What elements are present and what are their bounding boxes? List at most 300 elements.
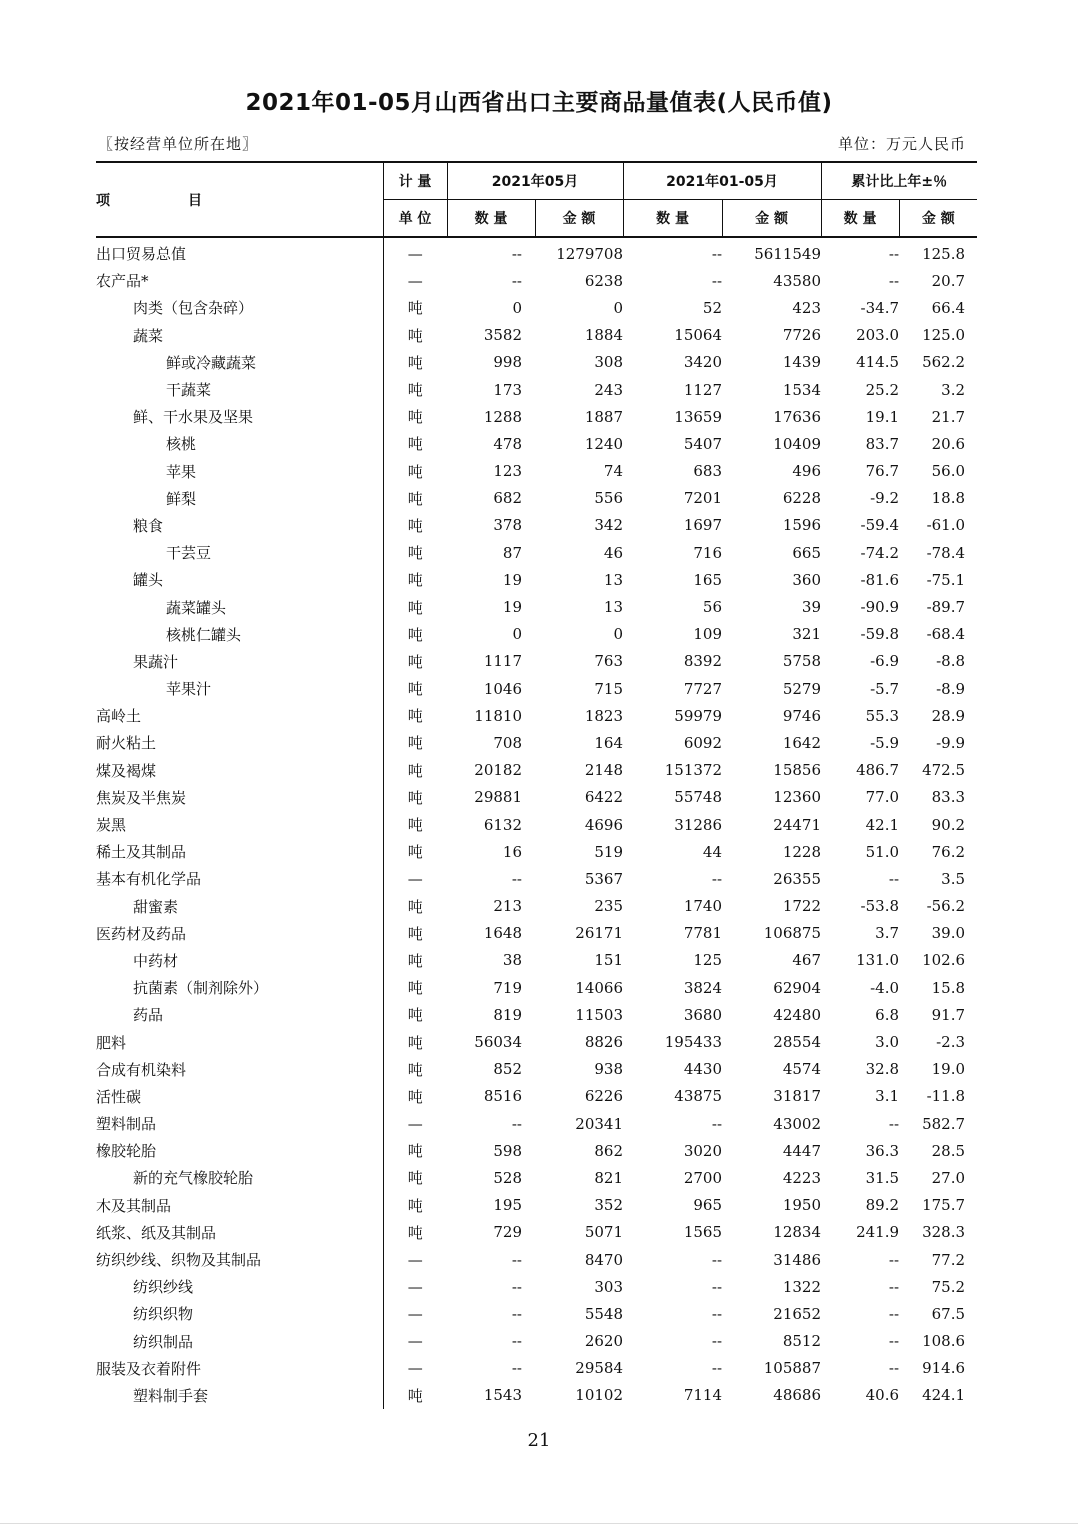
commodity-name: 鲜梨 xyxy=(166,489,197,508)
cum-amt-change-cell: -11.8 xyxy=(926,1087,966,1106)
table-row xyxy=(96,811,977,838)
cum-qty-change-cell: 3.0 xyxy=(875,1033,900,1052)
may-qty-cell: 0 xyxy=(512,298,522,317)
jan-may-amt-cell: 26355 xyxy=(773,869,822,888)
jan-may-amt-cell: 21652 xyxy=(773,1304,822,1323)
jan-may-qty-cell: -- xyxy=(711,869,723,888)
cum-amt-change-cell: 28.5 xyxy=(931,1141,966,1160)
may-qty-cell: 29881 xyxy=(474,788,522,807)
may-qty-cell: 56034 xyxy=(474,1033,522,1052)
cum-amt-change-cell: 328.3 xyxy=(922,1223,966,1242)
commodity-name: 肥料 xyxy=(96,1033,127,1052)
may-qty-cell: 195 xyxy=(493,1196,522,1215)
may-qty-cell: 719 xyxy=(493,978,522,997)
jan-may-amt-cell: 467 xyxy=(792,951,822,970)
jan-may-amt-cell: 1950 xyxy=(782,1196,822,1215)
commodity-name: 蔬菜罐头 xyxy=(166,598,227,617)
may-amt-cell: 29584 xyxy=(575,1359,624,1378)
cum-qty-change-cell: -5.7 xyxy=(870,679,900,698)
may-amt-cell: 6226 xyxy=(584,1087,624,1106)
jan-may-amt-cell: 28554 xyxy=(773,1033,822,1052)
cum-qty-change-cell: 414.5 xyxy=(856,353,900,372)
commodity-name: 抗菌素（制剂除外） xyxy=(133,979,269,998)
unit-cell: 吨 xyxy=(383,920,447,947)
jan-may-qty-cell: 31286 xyxy=(674,815,723,834)
commodity-name: 核桃仁罐头 xyxy=(166,625,242,644)
may-qty-cell: 819 xyxy=(493,1005,522,1024)
jan-may-qty-cell: 13659 xyxy=(674,407,723,426)
commodity-name: 罐头 xyxy=(133,571,164,590)
cum-amt-change-cell: 18.8 xyxy=(931,489,966,508)
commodity-name: 炭黑 xyxy=(96,816,127,835)
unit-cell: 吨 xyxy=(383,702,447,729)
jan-may-amt-cell: 5611549 xyxy=(754,244,822,263)
table-row xyxy=(96,1083,977,1110)
may-amt-cell: 2148 xyxy=(584,761,624,780)
jan-may-qty-cell: 8392 xyxy=(683,652,723,671)
may-amt-cell: 938 xyxy=(594,1060,624,1079)
jan-may-amt-cell: 5279 xyxy=(782,679,822,698)
cum-qty-change-cell: 241.9 xyxy=(856,1223,900,1242)
jan-may-amt-cell: 665 xyxy=(792,543,822,562)
jan-may-qty-cell: 1740 xyxy=(683,897,723,916)
cum-amt-change-cell: 67.5 xyxy=(931,1304,966,1323)
jan-may-amt-cell: 8512 xyxy=(782,1332,822,1351)
cum-amt-change-cell: -8.9 xyxy=(936,679,966,698)
may-qty-cell: 19 xyxy=(502,570,522,589)
cum-qty-change-cell: -- xyxy=(888,244,900,263)
table-row xyxy=(96,974,977,1001)
jan-may-qty-cell: -- xyxy=(711,1277,723,1296)
table-row xyxy=(96,566,977,593)
may-amt-header: 金 额 xyxy=(535,200,623,238)
cum-amt-change-cell: -89.7 xyxy=(926,598,966,617)
unit-cell: 吨 xyxy=(383,1164,447,1191)
item-header xyxy=(96,162,383,237)
jan-may-qty-cell: 5407 xyxy=(683,434,723,453)
jan-may-qty-cell: -- xyxy=(711,1114,723,1133)
may-amt-cell: 164 xyxy=(594,733,624,752)
may-amt-cell: 1884 xyxy=(584,326,624,345)
jan-may-amt-cell: 6228 xyxy=(782,489,822,508)
may-amt-cell: 763 xyxy=(594,652,624,671)
cum-qty-change-cell: 77.0 xyxy=(865,788,900,807)
jan-may-amt-cell: 5758 xyxy=(782,652,822,671)
may-qty-cell: 19 xyxy=(502,598,522,617)
cum-qty-change-cell: 3.1 xyxy=(875,1087,900,1106)
export-commodity-table xyxy=(96,161,977,1409)
jan-may-qty-cell: 55748 xyxy=(674,788,723,807)
commodity-name: 鲜或冷藏蔬菜 xyxy=(166,353,257,372)
may-amt-cell: 5367 xyxy=(584,869,624,888)
table-row xyxy=(96,648,977,675)
unit-cell: 吨 xyxy=(383,403,447,430)
unit-cell: 吨 xyxy=(383,458,447,485)
table-row xyxy=(96,1137,977,1164)
may-qty-cell: 6132 xyxy=(483,815,522,834)
may-qty-cell: -- xyxy=(511,1114,522,1133)
may-amt-cell: 11503 xyxy=(575,1005,624,1024)
cum-amt-change-cell: 66.4 xyxy=(931,298,966,317)
cum-qty-change-cell: -90.9 xyxy=(860,598,900,617)
jan-may-amt-cell: 1642 xyxy=(782,733,822,752)
may-qty-cell: 729 xyxy=(493,1223,522,1242)
may-qty-cell: 708 xyxy=(493,733,522,752)
may-amt-cell: 20341 xyxy=(575,1114,624,1133)
may-qty-cell: -- xyxy=(511,1250,522,1269)
unit-cell: 吨 xyxy=(383,1219,447,1246)
unit-cell: 吨 xyxy=(383,376,447,403)
commodity-name: 合成有机染料 xyxy=(96,1060,187,1079)
jan-may-qty-cell: 44 xyxy=(702,842,723,861)
table-row xyxy=(96,512,977,539)
unit-cell: 吨 xyxy=(383,566,447,593)
cum-qty-change-cell: 40.6 xyxy=(865,1386,900,1405)
unit-cell: 吨 xyxy=(383,322,447,349)
unit-cell: 吨 xyxy=(383,294,447,321)
unit-cell: 吨 xyxy=(383,811,447,838)
may-qty-cell: 123 xyxy=(493,462,522,481)
cum-amt-change-cell: 90.2 xyxy=(931,815,966,834)
commodity-name: 煤及褐煤 xyxy=(96,761,157,780)
commodity-name: 甜蜜素 xyxy=(133,897,179,916)
cum-qty-change-cell: 131.0 xyxy=(856,951,900,970)
jan-may-qty-cell: 3020 xyxy=(683,1141,723,1160)
may-qty-cell: -- xyxy=(511,271,522,290)
jan-may-amt-cell: 1439 xyxy=(782,353,822,372)
jan-may-amt-cell: 48686 xyxy=(773,1386,822,1405)
jan-may-amt-cell: 4447 xyxy=(782,1141,822,1160)
cum-amt-change-cell: 125.8 xyxy=(922,244,966,263)
cum-qty-change-cell: -9.2 xyxy=(870,489,900,508)
may-amt-cell: 1240 xyxy=(584,434,624,453)
may-qty-cell: 87 xyxy=(502,543,522,562)
cum-amt-change-cell: 19.0 xyxy=(931,1060,966,1079)
commodity-name: 干芸豆 xyxy=(166,544,212,563)
jan-may-qty-cell: -- xyxy=(711,1304,723,1323)
cum-amt-change-cell: 75.2 xyxy=(931,1277,966,1296)
table-row xyxy=(96,1192,977,1219)
unit-cell: — xyxy=(383,1355,447,1382)
may-qty-cell: 20182 xyxy=(474,761,522,780)
jan-may-qty-cell: 109 xyxy=(693,625,723,644)
cum-qty-change-cell: -- xyxy=(888,1304,900,1323)
may-amt-cell: 13 xyxy=(603,570,624,589)
table-row xyxy=(96,893,977,920)
cum-amt-change-cell: 39.0 xyxy=(931,924,966,943)
jan-may-amt-cell: 17636 xyxy=(773,407,822,426)
unit-cell: 吨 xyxy=(383,485,447,512)
cum-amt-change-cell: 27.0 xyxy=(931,1168,966,1187)
cum-amt-change-cell: -56.2 xyxy=(926,897,966,916)
unit-cell: 吨 xyxy=(383,947,447,974)
commodity-name: 纸浆、纸及其制品 xyxy=(96,1223,217,1242)
unit-cell: 吨 xyxy=(383,974,447,1001)
cum-qty-change-cell: 3.7 xyxy=(875,924,900,943)
jan-may-amt-cell: 10409 xyxy=(773,434,822,453)
may-amt-cell: 519 xyxy=(594,842,624,861)
jan-may-qty-cell: 195433 xyxy=(664,1033,723,1052)
may-amt-cell: 5071 xyxy=(584,1223,624,1242)
table-row xyxy=(96,865,977,892)
table-row xyxy=(96,947,977,974)
jan-may-amt-cell: 31486 xyxy=(773,1250,822,1269)
item-header-label: 项 xyxy=(96,192,110,209)
commodity-name: 耐火粘土 xyxy=(96,734,157,753)
jan-may-amt-cell: 423 xyxy=(792,298,822,317)
unit-cell: 吨 xyxy=(383,512,447,539)
may-header: 2021年05月 xyxy=(447,162,623,200)
may-qty-cell: 11810 xyxy=(474,706,522,725)
unit-cell: 吨 xyxy=(383,539,447,566)
cum-qty-change-cell: 203.0 xyxy=(856,326,900,345)
jan-may-qty-cell: 1565 xyxy=(683,1223,723,1242)
cum-amt-change-cell: 20.7 xyxy=(931,271,966,290)
table-row xyxy=(96,702,977,729)
jan-may-qty-cell: 43875 xyxy=(674,1087,723,1106)
unit-cell: 吨 xyxy=(383,838,447,865)
unit-cell: 吨 xyxy=(383,784,447,811)
cum-qty-change-cell: 83.7 xyxy=(865,434,900,453)
cum-amt-change-cell: 562.2 xyxy=(922,353,966,372)
jan-may-qty-cell: 716 xyxy=(693,543,723,562)
cum-amt-change-cell: 102.6 xyxy=(922,951,966,970)
unit-cell: — xyxy=(383,1328,447,1355)
table-row xyxy=(96,458,977,485)
jan-may-qty-cell: 2700 xyxy=(683,1168,723,1187)
commodity-name: 新的充气橡胶轮胎 xyxy=(133,1169,254,1188)
cum-qty-header: 数 量 xyxy=(821,200,899,238)
cum-amt-change-cell: 21.7 xyxy=(931,407,966,426)
commodity-name: 高岭土 xyxy=(96,707,142,726)
jan-may-amt-cell: 43580 xyxy=(773,271,822,290)
table-row xyxy=(96,430,977,457)
commodity-name: 医药材及药品 xyxy=(96,924,187,943)
cum-amt-change-cell: 424.1 xyxy=(922,1386,966,1405)
unit-cell: — xyxy=(383,1110,447,1137)
may-amt-cell: 308 xyxy=(594,353,624,372)
commodity-name: 基本有机化学品 xyxy=(96,870,202,889)
cum-qty-change-cell: -5.9 xyxy=(870,733,900,752)
commodity-name: 橡胶轮胎 xyxy=(96,1142,157,1161)
unit-note: 单位：万元人民币 xyxy=(837,135,966,153)
unit-header-bottom: 单 位 xyxy=(383,200,447,238)
jan-may-qty-cell: 965 xyxy=(693,1196,723,1215)
cum-qty-change-cell: 42.1 xyxy=(865,815,900,834)
unit-cell: 吨 xyxy=(383,349,447,376)
jan-may-amt-cell: 4223 xyxy=(782,1168,822,1187)
cum-qty-change-cell: 486.7 xyxy=(856,761,900,780)
jan-may-qty-cell: 7781 xyxy=(683,924,723,943)
cum-amt-change-cell: -75.1 xyxy=(926,570,966,589)
commodity-name: 药品 xyxy=(133,1006,164,1025)
table-row xyxy=(96,784,977,811)
jan-may-amt-cell: 9746 xyxy=(782,706,822,725)
cum-amt-change-cell: 3.5 xyxy=(941,869,966,888)
cum-qty-change-cell: 36.3 xyxy=(865,1141,900,1160)
table-row xyxy=(96,1273,977,1300)
location-basis-note: 〖按经营单位所在地〗 xyxy=(98,135,259,153)
may-qty-cell: 173 xyxy=(493,380,522,399)
jan-may-qty-cell: 7114 xyxy=(683,1386,723,1405)
table-row xyxy=(96,1246,977,1273)
cum-qty-change-cell: 19.1 xyxy=(865,407,900,426)
commodity-name: 苹果汁 xyxy=(166,680,212,699)
jan-may-qty-header: 数 量 xyxy=(623,200,722,238)
may-qty-cell: -- xyxy=(511,1359,522,1378)
cum-qty-change-cell: -59.8 xyxy=(860,625,900,644)
unit-cell: 吨 xyxy=(383,757,447,784)
may-amt-cell: 151 xyxy=(594,951,624,970)
may-amt-cell: 8826 xyxy=(584,1033,624,1052)
cum-qty-change-cell: -53.8 xyxy=(860,897,900,916)
commodity-name: 蔬菜 xyxy=(133,326,164,345)
unit-cell: — xyxy=(383,267,447,294)
commodity-name: 纺织纱线 xyxy=(133,1278,194,1297)
may-amt-cell: 821 xyxy=(594,1168,624,1187)
jan-may-amt-cell: 1322 xyxy=(782,1277,822,1296)
jan-may-qty-cell: -- xyxy=(711,1332,723,1351)
may-amt-cell: 1279708 xyxy=(556,244,624,263)
jan-may-qty-cell: 6092 xyxy=(683,733,723,752)
cum-amt-change-cell: 56.0 xyxy=(931,462,966,481)
commodity-name: 活性碳 xyxy=(96,1087,142,1106)
jan-may-amt-cell: 12360 xyxy=(773,788,822,807)
may-amt-cell: 556 xyxy=(594,489,624,508)
unit-cell: — xyxy=(383,1300,447,1327)
may-qty-cell: 1288 xyxy=(483,407,522,426)
jan-may-qty-cell: -- xyxy=(711,271,723,290)
commodity-name: 纺织纱线、织物及其制品 xyxy=(96,1251,262,1270)
cum-qty-change-cell: -- xyxy=(888,1250,900,1269)
may-amt-cell: 303 xyxy=(594,1277,624,1296)
jan-may-qty-cell: 165 xyxy=(693,570,723,589)
cum-qty-change-cell: -- xyxy=(888,1114,900,1133)
unit-cell: — xyxy=(383,865,447,892)
table-row xyxy=(96,1382,977,1409)
cum-qty-change-cell: -81.6 xyxy=(860,570,900,589)
cum-amt-change-cell: -9.9 xyxy=(936,733,966,752)
may-qty-cell: 213 xyxy=(493,897,522,916)
may-amt-cell: 342 xyxy=(594,516,624,535)
jan-may-qty-cell: 125 xyxy=(693,951,723,970)
cum-amt-change-cell: -2.3 xyxy=(936,1033,966,1052)
may-amt-cell: 6422 xyxy=(584,788,624,807)
jan-may-amt-cell: 31817 xyxy=(773,1087,822,1106)
jan-may-qty-cell: 3824 xyxy=(683,978,723,997)
table-row xyxy=(96,1110,977,1137)
jan-may-amt-cell: 62904 xyxy=(773,978,822,997)
may-amt-cell: 352 xyxy=(594,1196,624,1215)
jan-may-qty-cell: -- xyxy=(711,1359,723,1378)
commodity-name: 纺织制品 xyxy=(133,1332,194,1351)
cum-amt-change-cell: 20.6 xyxy=(931,434,966,453)
cum-amt-change-cell: 472.5 xyxy=(922,761,966,780)
table-row xyxy=(96,376,977,403)
jan-may-qty-cell: 56 xyxy=(702,598,723,617)
jan-may-amt-cell: 106875 xyxy=(763,924,822,943)
table-row xyxy=(96,1056,977,1083)
unit-cell: 吨 xyxy=(383,1192,447,1219)
cum-qty-change-cell: -34.7 xyxy=(860,298,900,317)
cum-qty-change-cell: -- xyxy=(888,869,900,888)
jan-may-amt-cell: 42480 xyxy=(773,1005,822,1024)
jan-may-amt-cell: 12834 xyxy=(773,1223,822,1242)
table-row xyxy=(96,294,977,321)
may-amt-cell: 0 xyxy=(613,298,624,317)
unit-cell: 吨 xyxy=(383,593,447,620)
jan-may-qty-cell: 3420 xyxy=(683,353,723,372)
cum-amt-change-cell: -78.4 xyxy=(926,543,966,562)
may-amt-cell: 14066 xyxy=(575,978,624,997)
cum-qty-change-cell: 25.2 xyxy=(865,380,900,399)
table-row xyxy=(96,838,977,865)
may-qty-cell: 378 xyxy=(493,516,522,535)
commodity-name: 木及其制品 xyxy=(96,1196,172,1215)
may-amt-cell: 74 xyxy=(603,462,624,481)
jan-may-amt-cell: 24471 xyxy=(773,815,822,834)
item-header-label-2: 目 xyxy=(188,192,202,209)
may-qty-cell: 8516 xyxy=(483,1087,522,1106)
may-qty-cell: -- xyxy=(511,1304,522,1323)
cum-amt-change-cell: 175.7 xyxy=(922,1196,966,1215)
table-row xyxy=(96,1164,977,1191)
jan-may-amt-cell: 39 xyxy=(801,598,822,617)
may-amt-cell: 235 xyxy=(594,897,624,916)
table-row xyxy=(96,1355,977,1382)
unit-cell: — xyxy=(383,237,447,267)
table-row xyxy=(96,237,977,267)
may-qty-cell: -- xyxy=(511,244,522,263)
cum-qty-change-cell: -74.2 xyxy=(860,543,900,562)
cum-qty-change-cell: -4.0 xyxy=(870,978,900,997)
table-row xyxy=(96,1328,977,1355)
jan-may-amt-cell: 105887 xyxy=(763,1359,822,1378)
jan-may-amt-cell: 321 xyxy=(792,625,822,644)
cum-qty-change-cell: -- xyxy=(888,1359,900,1378)
jan-may-qty-cell: 4430 xyxy=(683,1060,723,1079)
jan-may-amt-cell: 1722 xyxy=(782,897,822,916)
cum-qty-change-cell: 6.8 xyxy=(875,1005,900,1024)
commodity-name: 果蔬汁 xyxy=(133,652,179,671)
table-row xyxy=(96,1300,977,1327)
may-amt-cell: 243 xyxy=(594,380,624,399)
may-amt-cell: 8470 xyxy=(584,1250,624,1269)
may-qty-cell: -- xyxy=(511,1277,522,1296)
commodity-name: 中药材 xyxy=(133,951,179,970)
jan-may-qty-cell: 3680 xyxy=(683,1005,723,1024)
unit-cell: 吨 xyxy=(383,648,447,675)
unit-cell: 吨 xyxy=(383,1028,447,1055)
unit-cell: — xyxy=(383,1273,447,1300)
commodity-name: 干蔬菜 xyxy=(166,381,212,400)
commodity-name: 肉类（包含杂碎） xyxy=(133,299,254,318)
may-qty-cell: 16 xyxy=(502,842,522,861)
jan-may-amt-cell: 1534 xyxy=(782,380,822,399)
may-amt-cell: 5548 xyxy=(584,1304,624,1323)
table-row xyxy=(96,1001,977,1028)
commodity-name: 粮食 xyxy=(133,516,164,535)
jan-may-amt-cell: 4574 xyxy=(782,1060,822,1079)
may-amt-cell: 13 xyxy=(603,598,624,617)
cum-amt-change-cell: -61.0 xyxy=(926,516,966,535)
may-qty-cell: 478 xyxy=(493,434,522,453)
unit-cell: 吨 xyxy=(383,1001,447,1028)
cum-qty-change-cell: 32.8 xyxy=(865,1060,900,1079)
cum-qty-change-cell: 55.3 xyxy=(865,706,900,725)
commodity-name: 塑料制手套 xyxy=(133,1386,209,1405)
table-row xyxy=(96,322,977,349)
